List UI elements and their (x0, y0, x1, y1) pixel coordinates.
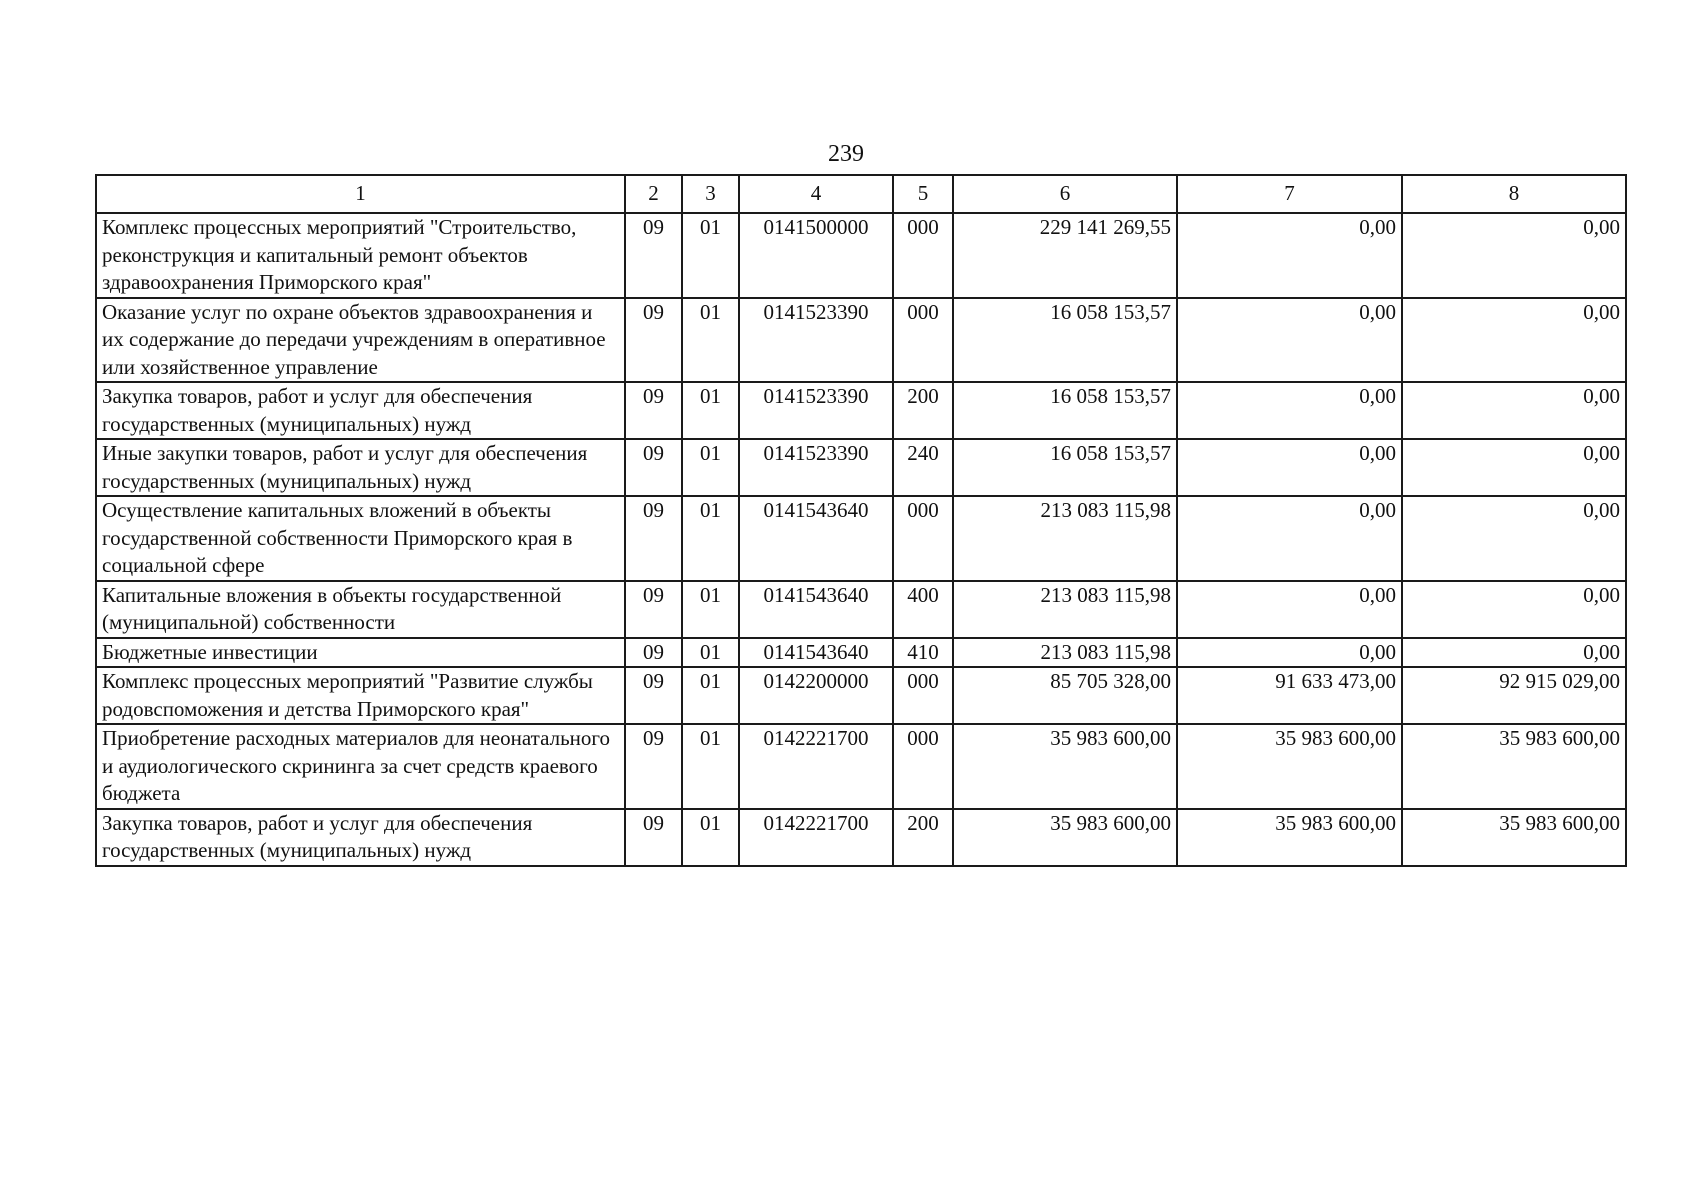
target-code-cell: 0141543640 (739, 496, 893, 581)
expense-type-cell: 000 (893, 667, 953, 724)
target-code-cell: 0141523390 (739, 298, 893, 383)
section-code-cell: 09 (625, 667, 682, 724)
subsection-code-cell: 01 (682, 439, 739, 496)
table-row (96, 382, 1626, 439)
amount-col8-cell: 0,00 (1402, 496, 1626, 581)
subsection-code-cell: 01 (682, 581, 739, 638)
target-code-cell: 0141500000 (739, 213, 893, 298)
subsection-code-cell: 01 (682, 809, 739, 866)
subsection-code-cell: 01 (682, 638, 739, 668)
amount-col8-cell: 0,00 (1402, 439, 1626, 496)
amount-col6-cell: 35 983 600,00 (953, 809, 1177, 866)
section-code-cell: 09 (625, 809, 682, 866)
section-code-cell: 09 (625, 638, 682, 668)
amount-col8-cell: 0,00 (1402, 581, 1626, 638)
amount-col7-cell: 0,00 (1177, 439, 1402, 496)
row-name-cell: Осуществление капитальных вложений в объекты государственной собственности Приморского края в социальной сфере (96, 496, 625, 581)
target-code-cell: 0142221700 (739, 809, 893, 866)
row-name-cell: Бюджетные инвестиции (96, 638, 625, 668)
table-row (96, 298, 1626, 383)
amount-col8-cell: 92 915 029,00 (1402, 667, 1626, 724)
table-row (96, 809, 1626, 866)
subsection-code-cell: 01 (682, 382, 739, 439)
expense-type-cell: 400 (893, 581, 953, 638)
amount-col6-cell: 35 983 600,00 (953, 724, 1177, 809)
amount-col7-cell: 0,00 (1177, 382, 1402, 439)
amount-col7-cell: 0,00 (1177, 298, 1402, 383)
target-code-cell: 0141523390 (739, 439, 893, 496)
amount-col7-cell: 0,00 (1177, 213, 1402, 298)
section-code-cell: 09 (625, 724, 682, 809)
section-code-cell: 09 (625, 213, 682, 298)
column-header-5: 5 (893, 175, 953, 213)
target-code-cell: 0141543640 (739, 638, 893, 668)
target-code-cell: 0141543640 (739, 581, 893, 638)
amount-col8-cell: 0,00 (1402, 213, 1626, 298)
column-header-8: 8 (1402, 175, 1626, 213)
section-code-cell: 09 (625, 581, 682, 638)
amount-col7-cell: 91 633 473,00 (1177, 667, 1402, 724)
section-code-cell: 09 (625, 382, 682, 439)
table-row (96, 667, 1626, 724)
subsection-code-cell: 01 (682, 213, 739, 298)
amount-col6-cell: 16 058 153,57 (953, 439, 1177, 496)
row-name-cell: Оказание услуг по охране объектов здравоохранения и их содержание до передачи учреждениям в оперативное или хозяйственное управление (96, 298, 625, 383)
table-row (96, 213, 1626, 298)
expense-type-cell: 000 (893, 724, 953, 809)
expense-type-cell: 000 (893, 496, 953, 581)
amount-col6-cell: 85 705 328,00 (953, 667, 1177, 724)
subsection-code-cell: 01 (682, 724, 739, 809)
header-row (96, 175, 1626, 213)
column-header-7: 7 (1177, 175, 1402, 213)
row-name-cell: Комплекс процессных мероприятий "Строительство, реконструкция и капитальный ремонт объектов здравоохранения Приморского края" (96, 213, 625, 298)
table-row (96, 638, 1626, 668)
amount-col6-cell: 213 083 115,98 (953, 581, 1177, 638)
amount-col7-cell: 0,00 (1177, 496, 1402, 581)
amount-col8-cell: 35 983 600,00 (1402, 809, 1626, 866)
row-name-cell: Закупка товаров, работ и услуг для обеспечения государственных (муниципальных) нужд (96, 809, 625, 866)
subsection-code-cell: 01 (682, 496, 739, 581)
section-code-cell: 09 (625, 439, 682, 496)
expense-type-cell: 000 (893, 298, 953, 383)
table-row (96, 724, 1626, 809)
column-header-4: 4 (739, 175, 893, 213)
row-name-cell: Комплекс процессных мероприятий "Развитие службы родовспоможения и детства Приморского края" (96, 667, 625, 724)
amount-col6-cell: 16 058 153,57 (953, 298, 1177, 383)
section-code-cell: 09 (625, 298, 682, 383)
column-header-1: 1 (96, 175, 625, 213)
budget-table (95, 174, 1627, 867)
amount-col8-cell: 0,00 (1402, 298, 1626, 383)
expense-type-cell: 200 (893, 809, 953, 866)
table-row (96, 439, 1626, 496)
column-header-2: 2 (625, 175, 682, 213)
amount-col6-cell: 213 083 115,98 (953, 638, 1177, 668)
page-number: 239 (828, 141, 864, 167)
row-name-cell: Закупка товаров, работ и услуг для обеспечения государственных (муниципальных) нужд (96, 382, 625, 439)
amount-col7-cell: 35 983 600,00 (1177, 809, 1402, 866)
table-row (96, 496, 1626, 581)
amount-col7-cell: 35 983 600,00 (1177, 724, 1402, 809)
expense-type-cell: 410 (893, 638, 953, 668)
amount-col7-cell: 0,00 (1177, 581, 1402, 638)
row-name-cell: Иные закупки товаров, работ и услуг для обеспечения государственных (муниципальных) нужд (96, 439, 625, 496)
amount-col8-cell: 35 983 600,00 (1402, 724, 1626, 809)
expense-type-cell: 200 (893, 382, 953, 439)
row-name-cell: Приобретение расходных материалов для неонатального и аудиологического скрининга за счет средств краевого бюджета (96, 724, 625, 809)
column-header-6: 6 (953, 175, 1177, 213)
section-code-cell: 09 (625, 496, 682, 581)
amount-col6-cell: 229 141 269,55 (953, 213, 1177, 298)
subsection-code-cell: 01 (682, 667, 739, 724)
amount-col8-cell: 0,00 (1402, 638, 1626, 668)
table-row (96, 581, 1626, 638)
target-code-cell: 0142200000 (739, 667, 893, 724)
column-header-3: 3 (682, 175, 739, 213)
target-code-cell: 0141523390 (739, 382, 893, 439)
expense-type-cell: 240 (893, 439, 953, 496)
row-name-cell: Капитальные вложения в объекты государственной (муниципальной) собственности (96, 581, 625, 638)
subsection-code-cell: 01 (682, 298, 739, 383)
expense-type-cell: 000 (893, 213, 953, 298)
amount-col8-cell: 0,00 (1402, 382, 1626, 439)
amount-col7-cell: 0,00 (1177, 638, 1402, 668)
amount-col6-cell: 213 083 115,98 (953, 496, 1177, 581)
target-code-cell: 0142221700 (739, 724, 893, 809)
amount-col6-cell: 16 058 153,57 (953, 382, 1177, 439)
